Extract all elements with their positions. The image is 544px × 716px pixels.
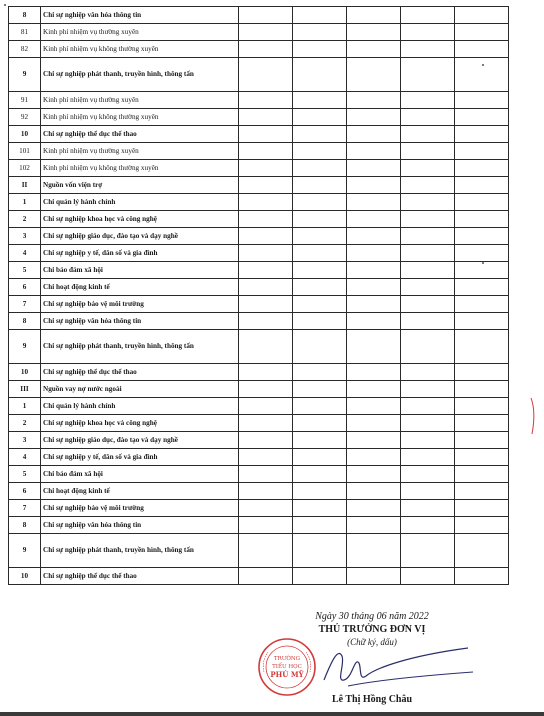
row-number-cell: 3	[9, 228, 41, 245]
table-row	[9, 92, 509, 109]
svg-text:TIỂU HỌC: TIỂU HỌC	[272, 664, 302, 670]
table-row	[9, 194, 509, 211]
value-cell	[401, 41, 455, 58]
row-label-cell: Chi sự nghiệp y tế, dân số và gia đình	[41, 449, 239, 466]
value-cell	[239, 126, 293, 143]
value-cell	[455, 177, 509, 194]
table-row	[9, 177, 509, 194]
value-cell	[293, 109, 347, 126]
value-cell	[239, 279, 293, 296]
table-row	[9, 330, 509, 364]
value-cell	[401, 568, 455, 585]
row-number-cell: 9	[9, 330, 41, 364]
value-cell	[293, 194, 347, 211]
value-cell	[293, 296, 347, 313]
value-cell	[455, 109, 509, 126]
value-cell	[347, 245, 401, 262]
handwritten-signature	[318, 642, 478, 692]
table-row	[9, 228, 509, 245]
row-number-cell: 101	[9, 143, 41, 160]
value-cell	[239, 194, 293, 211]
row-number-cell: 10	[9, 568, 41, 585]
row-number-cell: 8	[9, 517, 41, 534]
value-cell	[401, 228, 455, 245]
value-cell	[401, 245, 455, 262]
value-cell	[239, 211, 293, 228]
row-number-cell: 6	[9, 279, 41, 296]
table-row	[9, 24, 509, 41]
value-cell	[239, 177, 293, 194]
table-row	[9, 58, 509, 92]
value-cell	[401, 364, 455, 381]
budget-table	[8, 6, 509, 585]
value-cell	[293, 58, 347, 92]
signer-name: Lê Thị Hồng Châu	[331, 694, 413, 705]
value-cell	[401, 177, 455, 194]
paper-speck	[482, 262, 484, 264]
value-cell	[347, 500, 401, 517]
row-number-cell: 8	[9, 7, 41, 24]
value-cell	[239, 500, 293, 517]
value-cell	[239, 381, 293, 398]
value-cell	[347, 109, 401, 126]
row-label-cell: Chi bảo đảm xã hội	[41, 262, 239, 279]
value-cell	[239, 228, 293, 245]
signatory-title: THỦ TRƯỞNG ĐƠN VỊ	[318, 624, 426, 635]
row-label-cell: Chi hoạt động kinh tế	[41, 483, 239, 500]
table-row	[9, 415, 509, 432]
table-row	[9, 245, 509, 262]
row-label-cell: Chi quản lý hành chính	[41, 398, 239, 415]
value-cell	[401, 449, 455, 466]
value-cell	[401, 296, 455, 313]
value-cell	[293, 500, 347, 517]
row-number-cell: II	[9, 177, 41, 194]
value-cell	[347, 92, 401, 109]
value-cell	[455, 568, 509, 585]
value-cell	[293, 41, 347, 58]
row-label-cell: Chi sự nghiệp khoa học và công nghệ	[41, 415, 239, 432]
value-cell	[293, 262, 347, 279]
row-label-cell: Chi bảo đảm xã hội	[41, 466, 239, 483]
value-cell	[239, 398, 293, 415]
row-label-cell: Kinh phí nhiệm vụ không thường xuyên	[41, 160, 239, 177]
row-label-cell: Chi sự nghiệp văn hóa thông tin	[41, 7, 239, 24]
value-cell	[347, 398, 401, 415]
value-cell	[293, 245, 347, 262]
value-cell	[239, 330, 293, 364]
value-cell	[347, 313, 401, 330]
value-cell	[455, 517, 509, 534]
value-cell	[239, 7, 293, 24]
value-cell	[347, 211, 401, 228]
row-number-cell: 4	[9, 449, 41, 466]
value-cell	[401, 415, 455, 432]
value-cell	[347, 58, 401, 92]
row-number-cell: 8	[9, 313, 41, 330]
value-cell	[293, 7, 347, 24]
table-row	[9, 381, 509, 398]
value-cell	[239, 109, 293, 126]
value-cell	[401, 126, 455, 143]
value-cell	[347, 279, 401, 296]
row-label-cell: Chi sự nghiệp phát thanh, truyền hình, thông tấn	[41, 330, 239, 364]
value-cell	[455, 7, 509, 24]
row-label-cell: Kinh phí nhiệm vụ không thường xuyên	[41, 109, 239, 126]
value-cell	[455, 58, 509, 92]
value-cell	[347, 126, 401, 143]
row-label-cell: Chi sự nghiệp bảo vệ môi trường	[41, 500, 239, 517]
value-cell	[455, 262, 509, 279]
row-number-cell: 9	[9, 58, 41, 92]
value-cell	[401, 109, 455, 126]
value-cell	[293, 160, 347, 177]
value-cell	[455, 330, 509, 364]
value-cell	[347, 415, 401, 432]
value-cell	[455, 466, 509, 483]
row-number-cell: 2	[9, 211, 41, 228]
value-cell	[401, 7, 455, 24]
table-row	[9, 262, 509, 279]
value-cell	[293, 279, 347, 296]
value-cell	[293, 313, 347, 330]
row-label-cell: Chi sự nghiệp văn hóa thông tin	[41, 517, 239, 534]
scan-bottom-edge	[0, 712, 544, 716]
row-label-cell: Chi sự nghiệp thể dục thể thao	[41, 568, 239, 585]
value-cell	[455, 143, 509, 160]
value-cell	[293, 177, 347, 194]
value-cell	[455, 92, 509, 109]
signature-date: Ngày 30 tháng 06 năm 2022	[315, 611, 429, 622]
value-cell	[239, 517, 293, 534]
row-label-cell: Chi hoạt động kinh tế	[41, 279, 239, 296]
value-cell	[239, 296, 293, 313]
value-cell	[293, 534, 347, 568]
row-label-cell: Chi sự nghiệp thể dục thể thao	[41, 364, 239, 381]
value-cell	[401, 466, 455, 483]
table-row	[9, 517, 509, 534]
value-cell	[293, 143, 347, 160]
value-cell	[347, 534, 401, 568]
value-cell	[455, 483, 509, 500]
table-row	[9, 7, 509, 24]
row-number-cell: 91	[9, 92, 41, 109]
table-row	[9, 109, 509, 126]
value-cell	[455, 194, 509, 211]
value-cell	[347, 228, 401, 245]
table-row	[9, 143, 509, 160]
row-number-cell: 81	[9, 24, 41, 41]
value-cell	[293, 228, 347, 245]
table-row	[9, 466, 509, 483]
value-cell	[401, 211, 455, 228]
value-cell	[347, 41, 401, 58]
row-number-cell: 7	[9, 500, 41, 517]
paper-speck	[482, 64, 484, 66]
value-cell	[401, 279, 455, 296]
value-cell	[239, 41, 293, 58]
value-cell	[347, 432, 401, 449]
table-row	[9, 126, 509, 143]
value-cell	[293, 211, 347, 228]
row-number-cell: 5	[9, 262, 41, 279]
value-cell	[239, 432, 293, 449]
value-cell	[239, 92, 293, 109]
value-cell	[293, 415, 347, 432]
value-cell	[293, 330, 347, 364]
table-row	[9, 41, 509, 58]
value-cell	[455, 364, 509, 381]
value-cell	[239, 483, 293, 500]
paper-speck	[4, 4, 6, 6]
value-cell	[455, 381, 509, 398]
value-cell	[401, 313, 455, 330]
row-number-cell: 10	[9, 126, 41, 143]
row-number-cell: 4	[9, 245, 41, 262]
value-cell	[347, 466, 401, 483]
value-cell	[239, 160, 293, 177]
value-cell	[401, 517, 455, 534]
row-number-cell: 6	[9, 483, 41, 500]
value-cell	[455, 24, 509, 41]
value-cell	[347, 160, 401, 177]
value-cell	[455, 398, 509, 415]
value-cell	[401, 58, 455, 92]
row-number-cell: 1	[9, 398, 41, 415]
row-label-cell: Nguồn vốn viện trợ	[41, 177, 239, 194]
value-cell	[401, 194, 455, 211]
table-row	[9, 313, 509, 330]
table-row	[9, 211, 509, 228]
value-cell	[239, 364, 293, 381]
row-label-cell: Chi sự nghiệp khoa học và công nghệ	[41, 211, 239, 228]
value-cell	[239, 415, 293, 432]
value-cell	[347, 517, 401, 534]
row-label-cell: Kinh phí nhiệm vụ thường xuyên	[41, 143, 239, 160]
value-cell	[293, 126, 347, 143]
table-row	[9, 160, 509, 177]
row-number-cell: 102	[9, 160, 41, 177]
row-number-cell: 3	[9, 432, 41, 449]
value-cell	[293, 92, 347, 109]
value-cell	[293, 483, 347, 500]
value-cell	[401, 534, 455, 568]
row-label-cell: Chi sự nghiệp thể dục thể thao	[41, 126, 239, 143]
value-cell	[455, 500, 509, 517]
svg-text:PHÚ MỸ: PHÚ MỸ	[270, 670, 304, 679]
row-number-cell: 5	[9, 466, 41, 483]
table-row	[9, 449, 509, 466]
row-number-cell: 10	[9, 364, 41, 381]
value-cell	[347, 330, 401, 364]
row-number-cell: III	[9, 381, 41, 398]
row-label-cell: Kinh phí nhiệm vụ không thường xuyên	[41, 41, 239, 58]
table-row	[9, 398, 509, 415]
row-label-cell: Chi sự nghiệp văn hóa thông tin	[41, 313, 239, 330]
value-cell	[293, 381, 347, 398]
value-cell	[239, 58, 293, 92]
value-cell	[401, 432, 455, 449]
row-number-cell: 92	[9, 109, 41, 126]
value-cell	[455, 534, 509, 568]
row-label-cell: Kinh phí nhiệm vụ thường xuyên	[41, 24, 239, 41]
value-cell	[455, 279, 509, 296]
value-cell	[293, 517, 347, 534]
value-cell	[239, 534, 293, 568]
value-cell	[239, 313, 293, 330]
row-number-cell: 1	[9, 194, 41, 211]
value-cell	[239, 245, 293, 262]
table-row	[9, 296, 509, 313]
value-cell	[293, 398, 347, 415]
value-cell	[401, 143, 455, 160]
value-cell	[347, 143, 401, 160]
value-cell	[347, 483, 401, 500]
row-label-cell: Chi sự nghiệp giáo dục, đào tạo và dạy nghề	[41, 228, 239, 245]
row-label-cell: Chi quản lý hành chính	[41, 194, 239, 211]
value-cell	[293, 449, 347, 466]
value-cell	[347, 296, 401, 313]
value-cell	[455, 449, 509, 466]
row-label-cell: Chi sự nghiệp bảo vệ môi trường	[41, 296, 239, 313]
row-number-cell: 2	[9, 415, 41, 432]
value-cell	[455, 313, 509, 330]
table-row	[9, 432, 509, 449]
value-cell	[401, 483, 455, 500]
svg-text:TRƯỜNG: TRƯỜNG	[273, 656, 301, 662]
table-row	[9, 568, 509, 585]
value-cell	[455, 415, 509, 432]
value-cell	[293, 432, 347, 449]
value-cell	[239, 449, 293, 466]
value-cell	[347, 194, 401, 211]
value-cell	[401, 160, 455, 177]
table-row	[9, 483, 509, 500]
value-cell	[347, 262, 401, 279]
value-cell	[293, 466, 347, 483]
value-cell	[401, 92, 455, 109]
value-cell	[239, 466, 293, 483]
value-cell	[401, 500, 455, 517]
value-cell	[455, 245, 509, 262]
value-cell	[455, 211, 509, 228]
budget-table-body	[9, 7, 509, 585]
value-cell	[293, 364, 347, 381]
margin-red-mark	[528, 396, 538, 436]
value-cell	[239, 24, 293, 41]
row-label-cell: Chi sự nghiệp giáo dục, đào tạo và dạy nghề	[41, 432, 239, 449]
row-label-cell: Kinh phí nhiệm vụ thường xuyên	[41, 92, 239, 109]
value-cell	[293, 568, 347, 585]
value-cell	[347, 364, 401, 381]
row-number-cell: 82	[9, 41, 41, 58]
value-cell	[401, 381, 455, 398]
value-cell	[347, 177, 401, 194]
value-cell	[347, 24, 401, 41]
value-cell	[239, 568, 293, 585]
value-cell	[401, 398, 455, 415]
value-cell	[455, 228, 509, 245]
value-cell	[401, 262, 455, 279]
value-cell	[239, 262, 293, 279]
value-cell	[455, 432, 509, 449]
value-cell	[455, 41, 509, 58]
value-cell	[239, 143, 293, 160]
row-number-cell: 7	[9, 296, 41, 313]
value-cell	[293, 24, 347, 41]
table-row	[9, 279, 509, 296]
value-cell	[455, 126, 509, 143]
value-cell	[401, 330, 455, 364]
value-cell	[347, 7, 401, 24]
row-number-cell: 9	[9, 534, 41, 568]
value-cell	[455, 296, 509, 313]
value-cell	[455, 160, 509, 177]
row-label-cell: Chi sự nghiệp phát thanh, truyền hình, thông tấn	[41, 58, 239, 92]
signature-note: (Chữ ký, dấu)	[347, 637, 397, 647]
row-label-cell: Chi sự nghiệp y tế, dân số và gia đình	[41, 245, 239, 262]
value-cell	[347, 568, 401, 585]
value-cell	[347, 449, 401, 466]
row-label-cell: Nguồn vay nợ nước ngoài	[41, 381, 239, 398]
row-label-cell: Chi sự nghiệp phát thanh, truyền hình, thông tấn	[41, 534, 239, 568]
table-row	[9, 500, 509, 517]
table-row	[9, 534, 509, 568]
table-row	[9, 364, 509, 381]
value-cell	[347, 381, 401, 398]
value-cell	[401, 24, 455, 41]
